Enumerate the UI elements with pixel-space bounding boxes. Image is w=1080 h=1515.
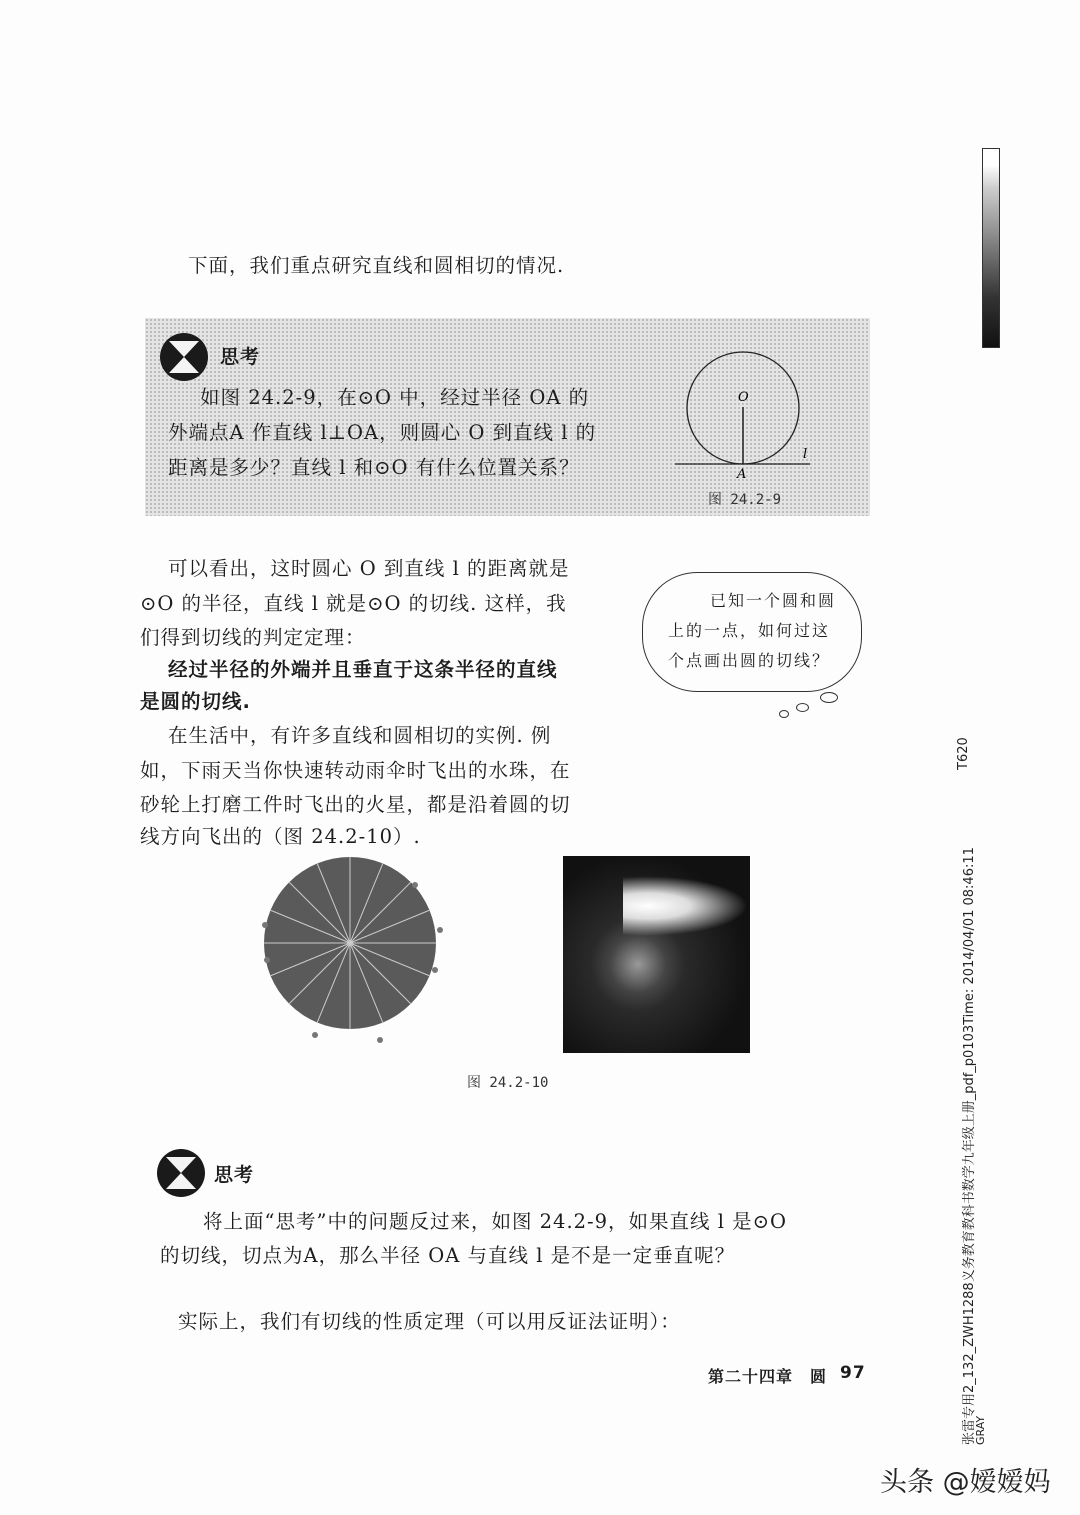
body-line: 们得到切线的判定定理：: [140, 626, 366, 649]
watermark: 头条 @嫒嫒妈: [880, 1467, 1051, 1498]
figure-caption: 图 24.2-10: [467, 1075, 549, 1091]
cloud-bubble: [796, 703, 809, 712]
think-line: 如图 24.2-9，在⊙O 中，经过半径 OA 的: [200, 386, 590, 409]
think-title: 思考: [220, 346, 261, 368]
think-title: 思考: [214, 1164, 255, 1186]
grayscale-bar: [982, 148, 1000, 348]
cloud-text: 上的一点，如何过这: [668, 621, 831, 640]
cloud-bubble: [779, 710, 789, 718]
theorem-line: 是圆的切线.: [140, 690, 251, 713]
label-l: l: [803, 447, 808, 462]
think-line: 外端点A 作直线 l⊥OA，则圆心 O 到直线 l 的: [168, 421, 597, 444]
think-icon: [157, 1149, 205, 1197]
label-a: A: [737, 467, 747, 482]
label-o: O: [738, 390, 749, 405]
body-line: 可以看出，这时圆心 O 到直线 l 的距离就是: [168, 557, 570, 580]
figure-tangent-circle: [670, 345, 820, 485]
body-line: 线方向飞出的（图 24.2-10）.: [140, 825, 421, 848]
footer-chapter: 第二十四章 圆: [708, 1367, 828, 1386]
outro-text: 实际上，我们有切线的性质定理（可以用反证法证明）：: [178, 1310, 681, 1333]
cloud-text: 个点画出圆的切线？: [668, 651, 831, 670]
body-line: 在生活中，有许多直线和圆相切的实例. 例: [168, 724, 552, 747]
figure-caption: 图 24.2-9: [708, 492, 782, 508]
scan-info: 张雷专用2_132_ZWH1288义务教育教科书数学九年级上册_pdf_p0103Time: 2014/04/01 08:46:11: [962, 847, 977, 1445]
cloud-bubble: [820, 692, 838, 703]
intro-text: 下面，我们重点研究直线和圆相切的情况.: [188, 254, 565, 277]
think-line: 距离是多少？直线 l 和⊙O 有什么位置关系？: [168, 456, 580, 479]
think-line: 将上面“思考”中的问题反过来，如图 24.2-9，如果直线 l 是⊙O: [203, 1210, 788, 1233]
cloud-text: 已知一个圆和圆: [710, 591, 837, 610]
umbrella-photo: [255, 850, 445, 1050]
scan-mode: GRAY: [974, 1415, 987, 1445]
think-icon: [160, 333, 208, 381]
theorem-line: 经过半径的外端并且垂直于这条半径的直线: [168, 658, 558, 681]
grinding-wheel-photo: [563, 856, 750, 1053]
body-line: 砂轮上打磨工件时飞出的火星，都是沿着圆的切: [140, 793, 571, 816]
scan-code: T620: [956, 737, 971, 770]
page-number: 97: [840, 1363, 866, 1383]
body-line: 如，下雨天当你快速转动雨伞时飞出的水珠，在: [140, 759, 571, 782]
body-line: ⊙O 的半径，直线 l 就是⊙O 的切线. 这样，我: [140, 592, 567, 615]
think-line: 的切线，切点为A，那么半径 OA 与直线 l 是不是一定垂直呢？: [160, 1244, 736, 1267]
